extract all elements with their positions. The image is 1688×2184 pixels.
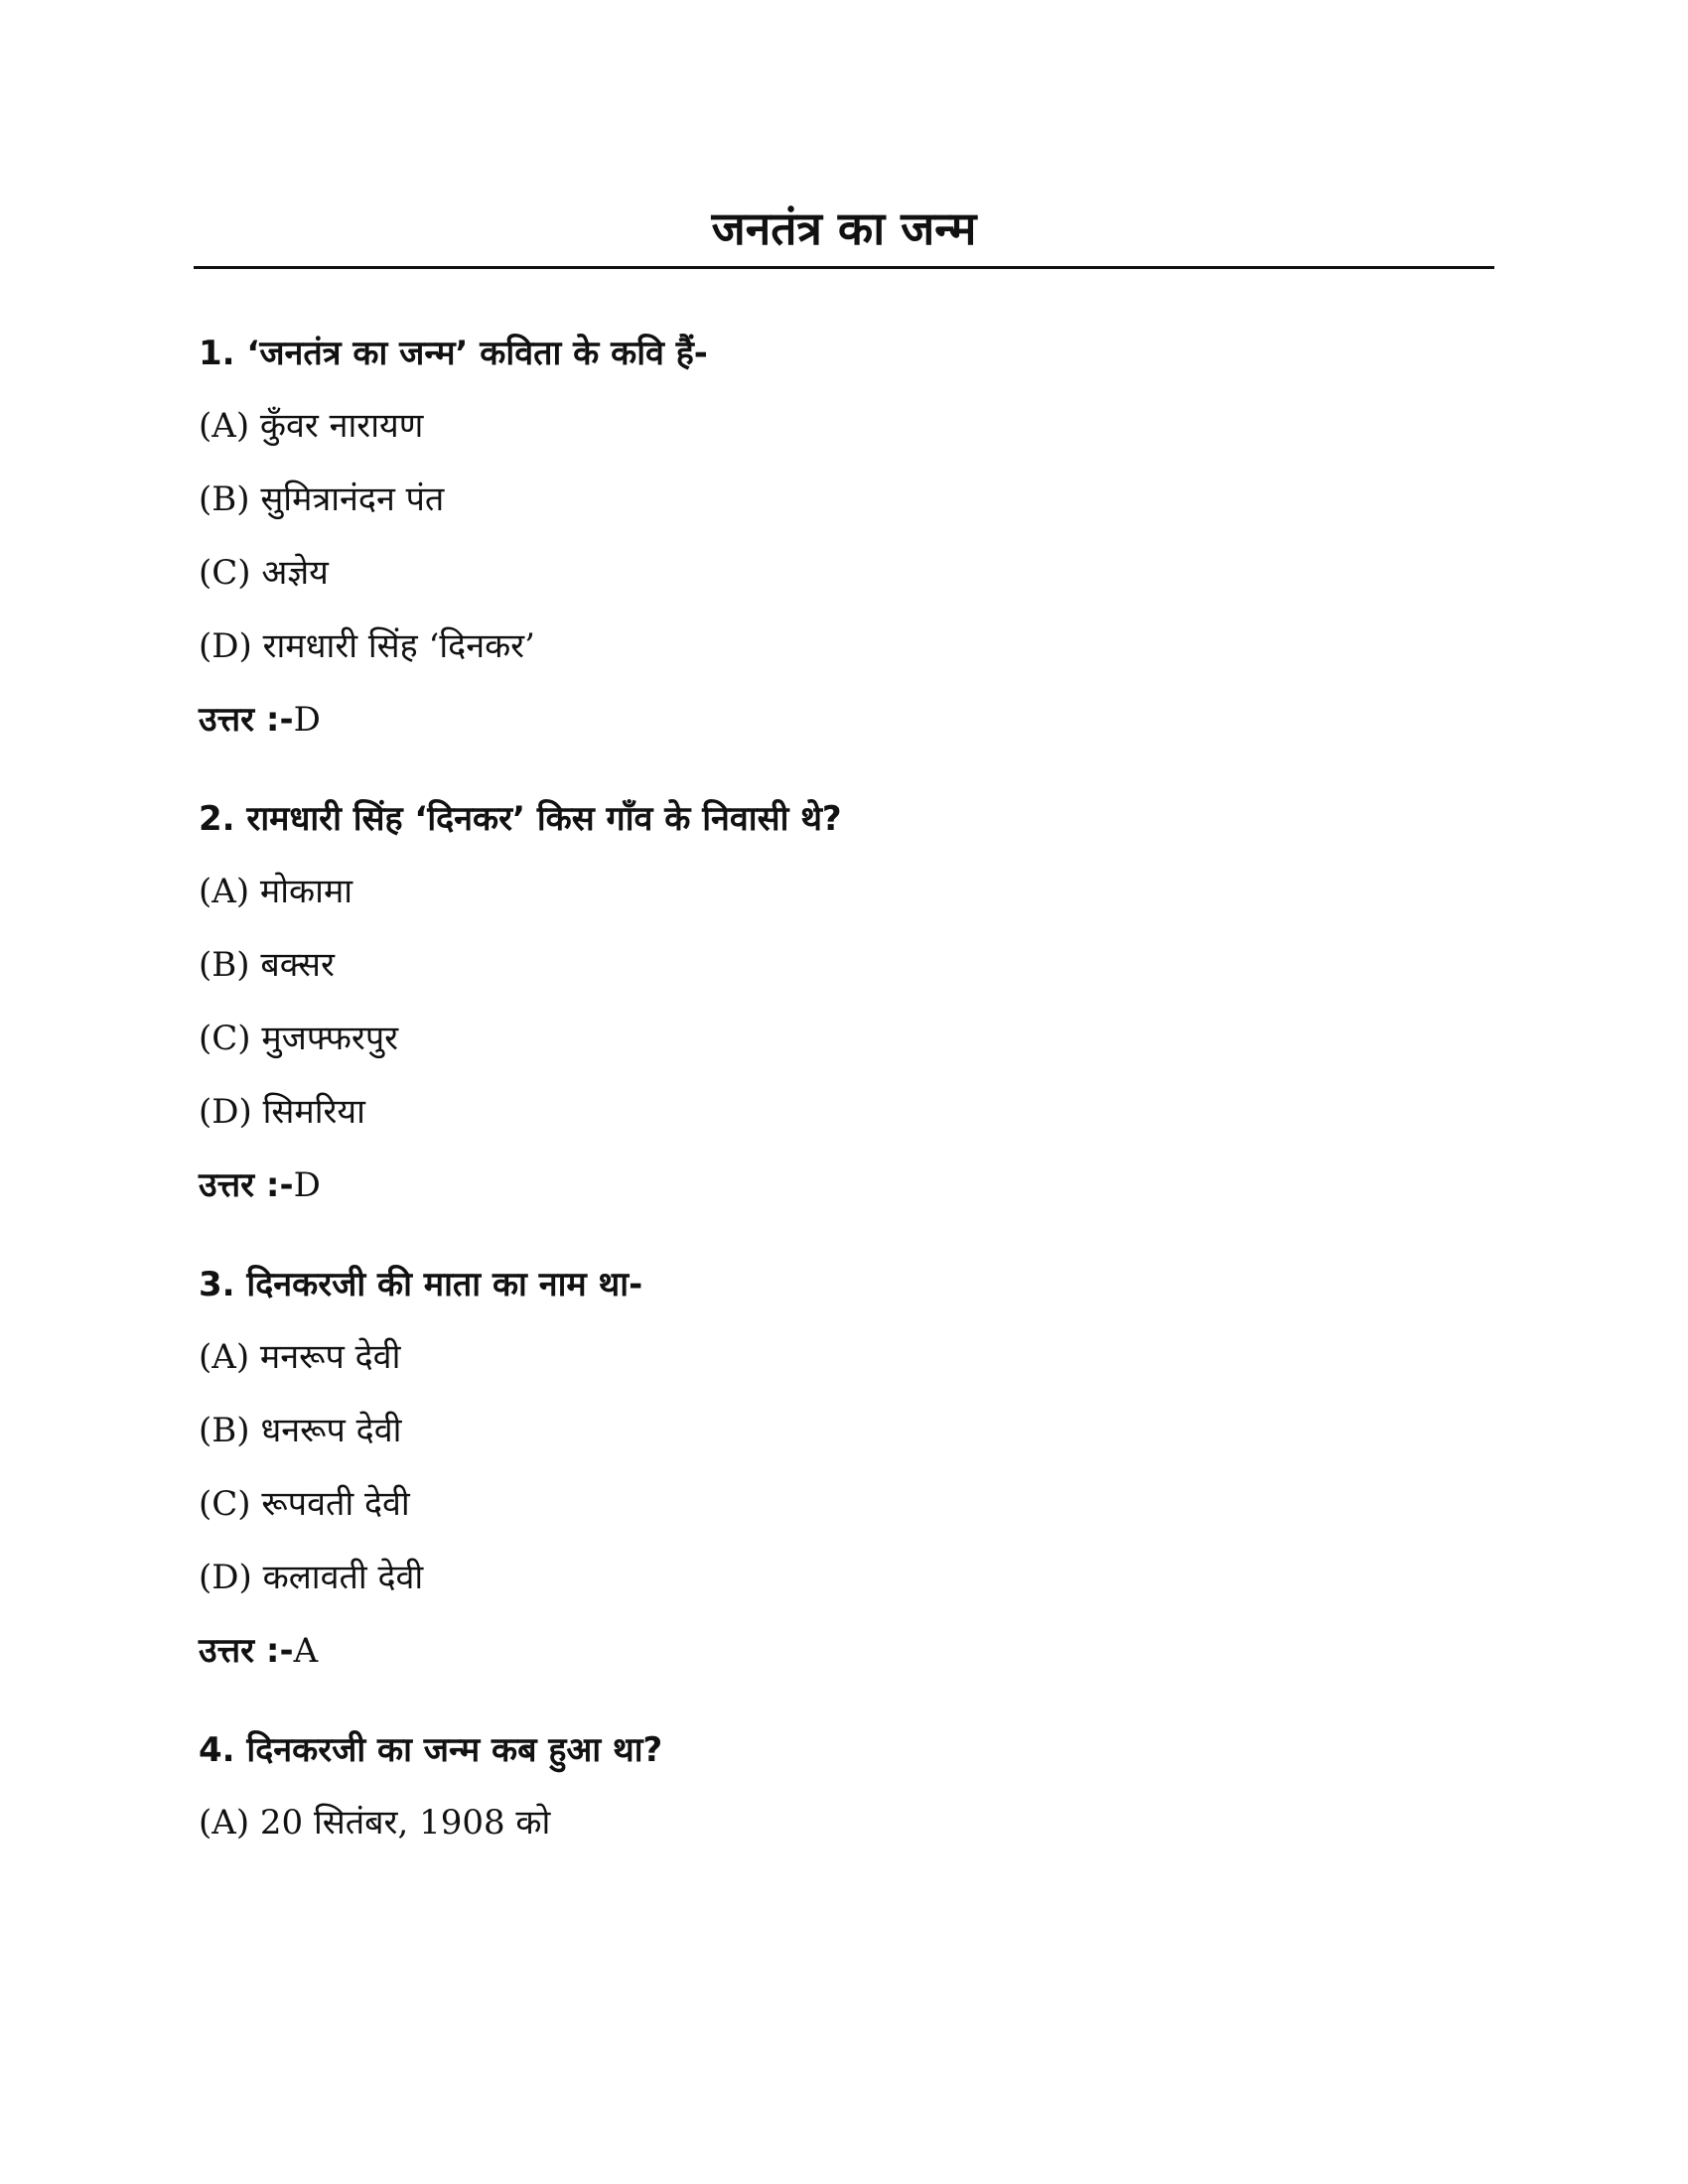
answer-separator: :- xyxy=(254,700,294,740)
answer-line xyxy=(199,1163,1489,1207)
answer-line xyxy=(199,698,1489,742)
question-2 xyxy=(199,797,1489,1207)
question-4 xyxy=(199,1728,1489,1844)
option-d: (D) सिमरिया xyxy=(199,1092,365,1132)
question-text: 1. ‘जनतंत्र का जन्म’ कविता के कवि हैं- xyxy=(199,334,708,373)
question-text: 3. दिनकरजी की माता का नाम था- xyxy=(199,1265,643,1304)
answer-label: उत्तर xyxy=(199,1165,255,1205)
answer-label: उत्तर xyxy=(199,1631,255,1671)
option-c: (C) रूपवती देवी xyxy=(199,1484,410,1524)
page-title: जनतंत्र का जन्म xyxy=(711,202,977,255)
option-d: (D) कलावती देवी xyxy=(199,1558,424,1597)
answer-value: D xyxy=(293,700,321,740)
option-a: (A) 20 सितंबर, 1908 को xyxy=(199,1803,551,1843)
question-text: 2. रामधारी सिंह ‘दिनकर’ किस गाँव के निवासी थे? xyxy=(199,799,842,839)
question-list xyxy=(199,332,1489,1900)
option-a: (A) कुँवर नारायण xyxy=(199,406,424,446)
option-d: (D) रामधारी सिंह ‘दिनकर’ xyxy=(199,626,535,666)
answer-separator: :- xyxy=(254,1631,294,1671)
question-3 xyxy=(199,1263,1489,1673)
option-a: (A) मोकामा xyxy=(199,872,353,911)
answer-line xyxy=(199,1629,1489,1673)
option-b: (B) धनरूप देवी xyxy=(199,1411,402,1450)
question-text: 4. दिनकरजी का जन्म कब हुआ था? xyxy=(199,1730,663,1770)
answer-separator: :- xyxy=(254,1165,294,1205)
option-a: (A) मनरूप देवी xyxy=(199,1337,401,1377)
question-1 xyxy=(199,332,1489,742)
option-b: (B) बक्सर xyxy=(199,945,335,985)
answer-value: D xyxy=(293,1165,321,1205)
answer-value: A xyxy=(293,1631,319,1671)
option-b: (B) सुमित्रानंदन पंत xyxy=(199,479,445,519)
answer-label: उत्तर xyxy=(199,700,255,740)
option-c: (C) मुजफ्फरपुर xyxy=(199,1019,399,1058)
option-c: (C) अज्ञेय xyxy=(199,553,329,593)
title-underline xyxy=(194,266,1494,269)
